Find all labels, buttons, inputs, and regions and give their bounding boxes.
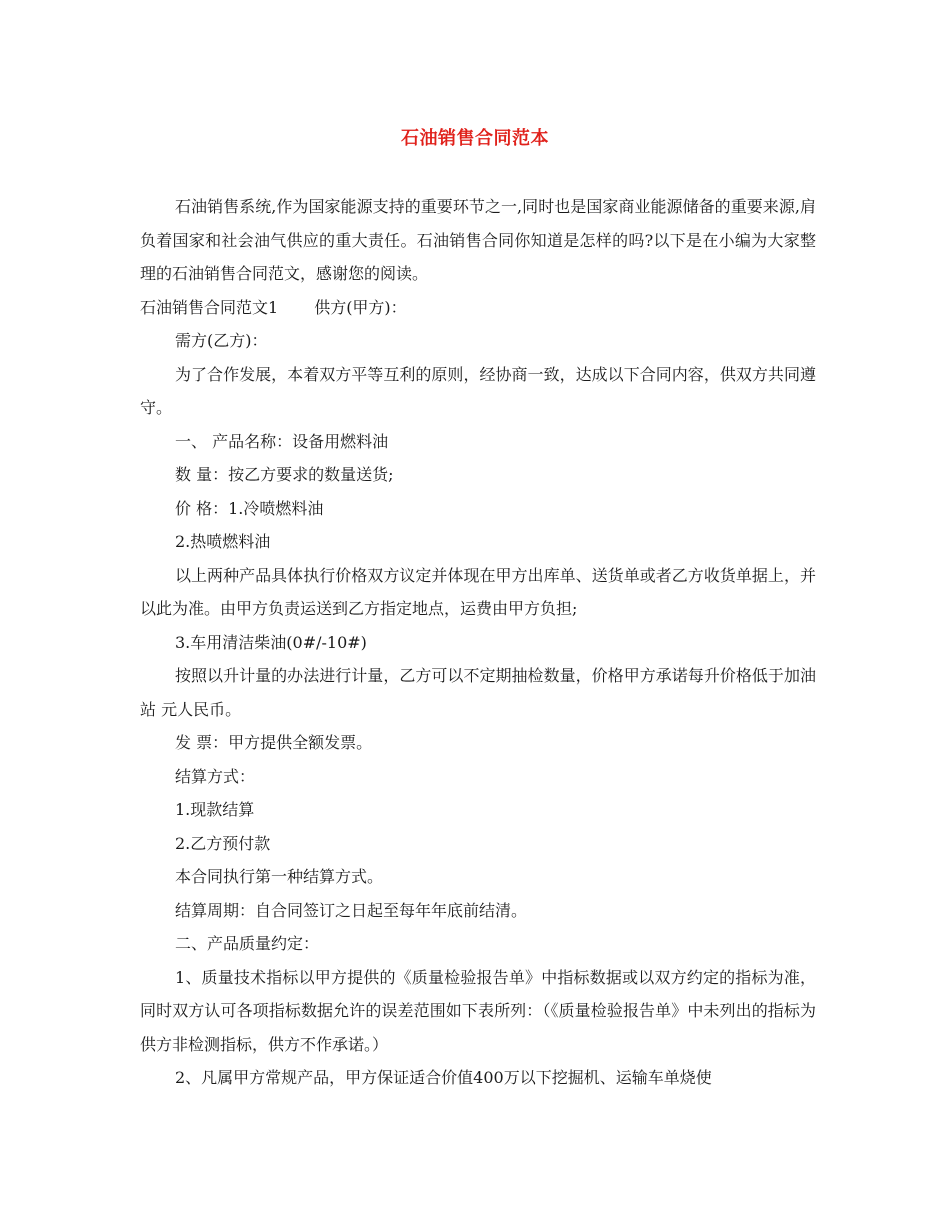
preamble-paragraph: 为了合作发展，本着双方平等互利的原则，经协商一致，达成以下合同内容，供双方共同遵守。 bbox=[140, 364, 816, 417]
quality-clause-2: 2、凡属甲方常规产品，甲方保证适合价值400万以下挖掘机、运输车单烧使 bbox=[175, 1068, 712, 1087]
supplier-party-label: 供方(甲方)： bbox=[314, 297, 407, 317]
hot-spray-fuel-line: 2.热喷燃料油 bbox=[175, 532, 271, 551]
price-terms-paragraph: 以上两种产品具体执行价格双方议定并体现在甲方出库单、送货单或者乙方收货单据上，并以此为准。由甲方负责运送到乙方指定地点，运费由甲方负担; bbox=[140, 565, 816, 618]
buyer-party-line: 需方(乙方)： bbox=[175, 331, 268, 350]
document-title: 石油销售合同范本 bbox=[401, 128, 549, 149]
quantity-line: 数 量：按乙方要求的数量送货; bbox=[175, 465, 394, 484]
quality-section-heading: 二、产品质量约定： bbox=[175, 934, 320, 953]
document-body bbox=[140, 190, 816, 1095]
settlement-method-heading: 结算方式： bbox=[175, 766, 256, 786]
contract-heading-line bbox=[140, 291, 816, 325]
settlement-choice-line: 本合同执行第一种结算方式。 bbox=[175, 867, 384, 886]
contract-sample-label: 石油销售合同范文1 bbox=[140, 297, 279, 317]
price-line: 价 格：1.冷喷燃料油 bbox=[175, 498, 324, 518]
invoice-line: 发 票：甲方提供全额发票。 bbox=[175, 733, 373, 752]
quality-clause-1: 1、质量技术指标以甲方提供的《质量检验报告单》中指标数据或以双方约定的指标为准，同时双方认可各项指标数据允许的误差范围如下表所列：（《质量检验报告单》中未列出的指标为供方非检测指标，供方不作承诺。） bbox=[140, 967, 816, 1054]
metering-paragraph: 按照以升计量的办法进行计量，乙方可以不定期抽检数量，价格甲方承诺每升价格低于加油站 元人民币。 bbox=[140, 666, 816, 719]
settlement-option-1: 1.现款结算 bbox=[175, 800, 255, 819]
intro-paragraph: 石油销售系统,作为国家能源支持的重要环节之一,同时也是国家商业能源储备的重要来源,肩负着国家和社会油气供应的重大责任。石油销售合同你知道是怎样的吗?以下是在小编为大家整理的石油销售合同范文，感谢您的阅读。 bbox=[140, 197, 816, 283]
settlement-period-line: 结算周期：自合同签订之日起至每年年底前结清。 bbox=[175, 900, 528, 920]
product-name-line: 一、 产品名称：设备用燃料油 bbox=[175, 431, 389, 451]
settlement-option-2: 2.乙方预付款 bbox=[175, 833, 271, 853]
diesel-line: 3.车用清洁柴油(0#/-10#) bbox=[175, 632, 367, 652]
